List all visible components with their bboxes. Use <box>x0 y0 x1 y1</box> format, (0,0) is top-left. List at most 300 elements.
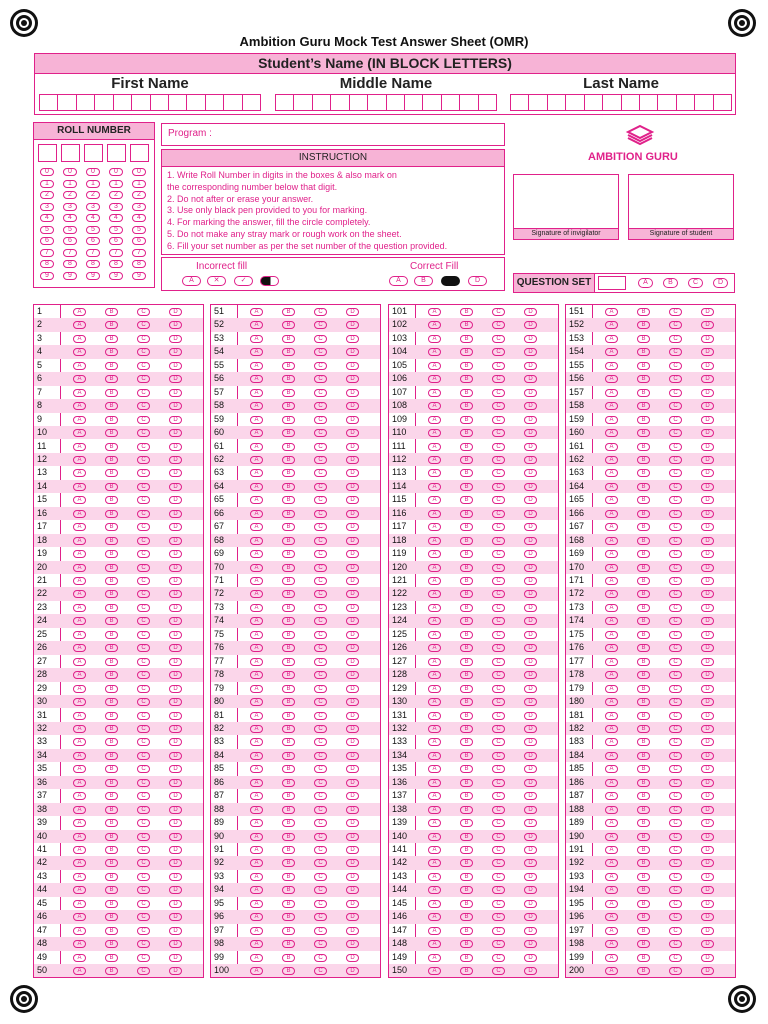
answer-bubble[interactable]: C <box>669 644 682 652</box>
answer-bubble[interactable]: A <box>250 927 263 935</box>
roll-digit-bubble[interactable]: 3 <box>63 203 77 211</box>
answer-bubble[interactable]: A <box>250 752 263 760</box>
answer-bubble[interactable]: A <box>250 443 263 451</box>
answer-bubble[interactable]: C <box>669 335 682 343</box>
answer-bubble[interactable]: A <box>605 779 618 787</box>
answer-bubble[interactable]: A <box>73 604 86 612</box>
answer-bubble[interactable]: D <box>169 940 182 948</box>
answer-bubble[interactable]: B <box>637 308 650 316</box>
answer-bubble[interactable]: A <box>250 483 263 491</box>
answer-bubble[interactable]: C <box>492 375 505 383</box>
answer-bubble[interactable]: A <box>428 954 441 962</box>
answer-bubble[interactable]: B <box>282 631 295 639</box>
answer-bubble[interactable]: B <box>282 927 295 935</box>
answer-bubble[interactable]: A <box>605 886 618 894</box>
answer-bubble[interactable]: D <box>169 859 182 867</box>
answer-bubble[interactable]: B <box>282 779 295 787</box>
answer-bubble[interactable]: A <box>73 523 86 531</box>
answer-bubble[interactable]: B <box>105 833 118 841</box>
answer-bubble[interactable]: A <box>73 819 86 827</box>
answer-bubble[interactable]: D <box>524 846 537 854</box>
answer-bubble[interactable]: A <box>428 537 441 545</box>
answer-bubble[interactable]: C <box>137 604 150 612</box>
answer-bubble[interactable]: B <box>460 604 473 612</box>
answer-bubble[interactable]: C <box>137 913 150 921</box>
answer-bubble[interactable]: B <box>460 779 473 787</box>
answer-bubble[interactable]: A <box>250 590 263 598</box>
answer-bubble[interactable]: B <box>282 873 295 881</box>
answer-bubble[interactable]: C <box>314 806 327 814</box>
answer-bubble[interactable]: D <box>346 429 359 437</box>
answer-bubble[interactable]: A <box>605 510 618 518</box>
answer-bubble[interactable]: A <box>250 846 263 854</box>
answer-bubble[interactable]: A <box>73 765 86 773</box>
answer-bubble[interactable]: C <box>492 806 505 814</box>
answer-bubble[interactable]: D <box>701 348 714 356</box>
roll-digit-bubble[interactable]: 8 <box>132 260 146 268</box>
answer-bubble[interactable]: D <box>524 617 537 625</box>
answer-bubble[interactable]: C <box>137 416 150 424</box>
answer-bubble[interactable]: D <box>701 389 714 397</box>
answer-bubble[interactable]: D <box>701 456 714 464</box>
answer-bubble[interactable]: C <box>669 765 682 773</box>
answer-bubble[interactable]: D <box>169 510 182 518</box>
roll-digit-bubble[interactable]: 6 <box>40 237 54 245</box>
answer-bubble[interactable]: D <box>169 335 182 343</box>
answer-bubble[interactable]: A <box>250 806 263 814</box>
answer-bubble[interactable]: A <box>73 779 86 787</box>
answer-bubble[interactable]: D <box>346 725 359 733</box>
answer-bubble[interactable]: A <box>605 496 618 504</box>
answer-bubble[interactable]: B <box>460 496 473 504</box>
letter-cell[interactable] <box>585 95 603 110</box>
answer-bubble[interactable]: A <box>73 806 86 814</box>
answer-bubble[interactable]: B <box>637 886 650 894</box>
answer-bubble[interactable]: B <box>637 954 650 962</box>
roll-digit-bubble[interactable]: 7 <box>132 249 146 257</box>
answer-bubble[interactable]: D <box>169 967 182 975</box>
answer-bubble[interactable]: B <box>105 806 118 814</box>
letter-cell[interactable] <box>313 95 331 110</box>
answer-bubble[interactable]: A <box>250 510 263 518</box>
answer-bubble[interactable]: D <box>346 564 359 572</box>
answer-bubble[interactable]: C <box>314 846 327 854</box>
answer-bubble[interactable]: B <box>460 631 473 639</box>
answer-bubble[interactable]: B <box>637 698 650 706</box>
answer-bubble[interactable]: A <box>428 685 441 693</box>
answer-bubble[interactable]: C <box>314 469 327 477</box>
roll-digit-bubble[interactable]: 4 <box>109 214 123 222</box>
answer-bubble[interactable]: B <box>637 348 650 356</box>
answer-bubble[interactable]: A <box>605 644 618 652</box>
roll-digit-bubble[interactable]: 6 <box>132 237 146 245</box>
answer-bubble[interactable]: D <box>524 698 537 706</box>
answer-bubble[interactable]: A <box>428 927 441 935</box>
answer-bubble[interactable]: A <box>605 483 618 491</box>
answer-bubble[interactable]: C <box>314 685 327 693</box>
answer-bubble[interactable]: B <box>460 577 473 585</box>
answer-bubble[interactable]: C <box>669 564 682 572</box>
answer-bubble[interactable]: D <box>701 402 714 410</box>
answer-bubble[interactable]: D <box>701 375 714 383</box>
answer-bubble[interactable]: C <box>314 577 327 585</box>
answer-bubble[interactable]: C <box>669 738 682 746</box>
answer-bubble[interactable]: D <box>169 644 182 652</box>
answer-bubble[interactable]: D <box>169 617 182 625</box>
answer-bubble[interactable]: A <box>605 321 618 329</box>
answer-bubble[interactable]: D <box>346 819 359 827</box>
answer-bubble[interactable]: D <box>524 590 537 598</box>
answer-bubble[interactable]: D <box>346 550 359 558</box>
answer-bubble[interactable]: D <box>701 738 714 746</box>
answer-bubble[interactable]: B <box>637 658 650 666</box>
answer-bubble[interactable]: B <box>460 819 473 827</box>
roll-digit-bubble[interactable]: 8 <box>40 260 54 268</box>
answer-bubble[interactable]: C <box>669 537 682 545</box>
answer-bubble[interactable]: A <box>73 564 86 572</box>
answer-bubble[interactable]: D <box>169 954 182 962</box>
answer-bubble[interactable]: A <box>605 967 618 975</box>
answer-bubble[interactable]: A <box>605 833 618 841</box>
answer-bubble[interactable]: A <box>428 496 441 504</box>
answer-bubble[interactable]: A <box>73 752 86 760</box>
answer-bubble[interactable]: D <box>346 900 359 908</box>
answer-bubble[interactable]: C <box>314 510 327 518</box>
answer-bubble[interactable]: B <box>105 537 118 545</box>
answer-bubble[interactable]: A <box>250 833 263 841</box>
answer-bubble[interactable]: A <box>605 617 618 625</box>
answer-bubble[interactable]: A <box>250 416 263 424</box>
answer-bubble[interactable]: C <box>492 792 505 800</box>
answer-bubble[interactable]: D <box>346 698 359 706</box>
answer-bubble[interactable]: C <box>492 846 505 854</box>
answer-bubble[interactable]: B <box>460 335 473 343</box>
answer-bubble[interactable]: B <box>637 456 650 464</box>
answer-bubble[interactable]: C <box>314 725 327 733</box>
answer-bubble[interactable]: C <box>669 806 682 814</box>
answer-bubble[interactable]: D <box>346 483 359 491</box>
answer-bubble[interactable]: A <box>605 940 618 948</box>
answer-bubble[interactable]: D <box>701 321 714 329</box>
answer-bubble[interactable]: D <box>169 308 182 316</box>
answer-bubble[interactable]: D <box>701 765 714 773</box>
answer-bubble[interactable]: C <box>137 443 150 451</box>
answer-bubble[interactable]: C <box>137 967 150 975</box>
answer-bubble[interactable]: B <box>460 416 473 424</box>
answer-bubble[interactable]: C <box>492 644 505 652</box>
roll-digit-entry[interactable] <box>107 144 126 162</box>
letter-cell[interactable] <box>368 95 386 110</box>
answer-bubble[interactable]: B <box>460 913 473 921</box>
answer-bubble[interactable]: A <box>250 940 263 948</box>
answer-bubble[interactable]: B <box>637 738 650 746</box>
answer-bubble[interactable]: A <box>428 604 441 612</box>
answer-bubble[interactable]: A <box>428 846 441 854</box>
answer-bubble[interactable]: A <box>605 859 618 867</box>
answer-bubble[interactable]: C <box>137 779 150 787</box>
answer-bubble[interactable]: A <box>250 685 263 693</box>
answer-bubble[interactable]: C <box>492 819 505 827</box>
answer-bubble[interactable]: B <box>282 537 295 545</box>
answer-bubble[interactable]: A <box>73 469 86 477</box>
answer-bubble[interactable]: B <box>282 308 295 316</box>
answer-bubble[interactable]: C <box>137 846 150 854</box>
answer-bubble[interactable]: A <box>250 348 263 356</box>
answer-bubble[interactable]: B <box>460 321 473 329</box>
answer-bubble[interactable]: D <box>524 859 537 867</box>
answer-bubble[interactable]: C <box>314 321 327 329</box>
answer-bubble[interactable]: B <box>105 698 118 706</box>
answer-bubble[interactable]: C <box>492 631 505 639</box>
answer-bubble[interactable]: D <box>701 564 714 572</box>
answer-bubble[interactable]: C <box>137 375 150 383</box>
answer-bubble[interactable]: A <box>73 900 86 908</box>
answer-bubble[interactable]: C <box>669 954 682 962</box>
answer-bubble[interactable]: B <box>460 456 473 464</box>
answer-bubble[interactable]: B <box>282 577 295 585</box>
answer-bubble[interactable]: A <box>605 348 618 356</box>
roll-digit-bubble[interactable]: 2 <box>63 191 77 199</box>
answer-bubble[interactable]: D <box>701 510 714 518</box>
answer-bubble[interactable]: D <box>346 712 359 720</box>
answer-bubble[interactable]: A <box>250 429 263 437</box>
answer-bubble[interactable]: B <box>460 712 473 720</box>
answer-bubble[interactable]: B <box>637 900 650 908</box>
answer-bubble[interactable]: A <box>428 900 441 908</box>
answer-bubble[interactable]: A <box>428 725 441 733</box>
answer-bubble[interactable]: D <box>169 321 182 329</box>
answer-bubble[interactable]: A <box>73 671 86 679</box>
roll-digit-bubble[interactable]: 6 <box>63 237 77 245</box>
answer-bubble[interactable]: B <box>282 940 295 948</box>
answer-bubble[interactable]: D <box>169 537 182 545</box>
answer-bubble[interactable]: A <box>250 456 263 464</box>
answer-bubble[interactable]: B <box>460 806 473 814</box>
roll-digit-bubble[interactable]: 5 <box>86 226 100 234</box>
answer-bubble[interactable]: D <box>524 658 537 666</box>
answer-bubble[interactable]: A <box>250 671 263 679</box>
answer-bubble[interactable]: A <box>605 590 618 598</box>
answer-bubble[interactable]: A <box>250 362 263 370</box>
answer-bubble[interactable]: D <box>701 496 714 504</box>
answer-bubble[interactable]: C <box>137 658 150 666</box>
letter-cell[interactable] <box>40 95 58 110</box>
question-set-bubble[interactable]: D <box>713 278 728 288</box>
answer-bubble[interactable]: A <box>73 698 86 706</box>
answer-bubble[interactable]: C <box>669 510 682 518</box>
roll-digit-bubble[interactable]: 6 <box>86 237 100 245</box>
answer-bubble[interactable]: D <box>169 779 182 787</box>
answer-bubble[interactable]: B <box>282 402 295 410</box>
answer-bubble[interactable]: A <box>605 873 618 881</box>
answer-bubble[interactable]: C <box>669 308 682 316</box>
answer-bubble[interactable]: A <box>428 308 441 316</box>
answer-bubble[interactable]: D <box>346 617 359 625</box>
answer-bubble[interactable]: A <box>73 389 86 397</box>
answer-bubble[interactable]: D <box>524 537 537 545</box>
answer-bubble[interactable]: D <box>701 429 714 437</box>
answer-bubble[interactable]: C <box>314 859 327 867</box>
answer-bubble[interactable]: C <box>492 469 505 477</box>
answer-bubble[interactable]: C <box>492 496 505 504</box>
answer-bubble[interactable]: B <box>460 389 473 397</box>
answer-bubble[interactable]: C <box>137 792 150 800</box>
answer-bubble[interactable]: C <box>669 967 682 975</box>
answer-bubble[interactable]: B <box>282 416 295 424</box>
answer-bubble[interactable]: A <box>250 308 263 316</box>
answer-bubble[interactable]: C <box>492 550 505 558</box>
answer-bubble[interactable]: B <box>105 308 118 316</box>
roll-digit-bubble[interactable]: 4 <box>132 214 146 222</box>
answer-bubble[interactable]: B <box>637 402 650 410</box>
answer-bubble[interactable]: D <box>701 644 714 652</box>
answer-bubble[interactable]: B <box>105 779 118 787</box>
roll-digit-bubble[interactable]: 2 <box>132 191 146 199</box>
answer-bubble[interactable]: C <box>492 725 505 733</box>
answer-bubble[interactable]: D <box>524 375 537 383</box>
roll-digit-bubble[interactable]: 8 <box>63 260 77 268</box>
answer-bubble[interactable]: B <box>282 752 295 760</box>
answer-bubble[interactable]: A <box>73 859 86 867</box>
answer-bubble[interactable]: D <box>524 348 537 356</box>
answer-bubble[interactable]: D <box>169 362 182 370</box>
answer-bubble[interactable]: A <box>250 537 263 545</box>
roll-digit-bubble[interactable]: 8 <box>86 260 100 268</box>
answer-bubble[interactable]: C <box>137 873 150 881</box>
answer-bubble[interactable]: A <box>605 308 618 316</box>
answer-bubble[interactable]: C <box>669 900 682 908</box>
answer-bubble[interactable]: B <box>105 712 118 720</box>
answer-bubble[interactable]: A <box>428 375 441 383</box>
answer-bubble[interactable]: C <box>492 577 505 585</box>
roll-digit-bubble[interactable]: 3 <box>132 203 146 211</box>
answer-bubble[interactable]: D <box>701 859 714 867</box>
answer-bubble[interactable]: C <box>492 886 505 894</box>
answer-bubble[interactable]: D <box>346 658 359 666</box>
answer-bubble[interactable]: C <box>314 644 327 652</box>
answer-bubble[interactable]: A <box>73 927 86 935</box>
answer-bubble[interactable]: A <box>73 577 86 585</box>
answer-bubble[interactable]: D <box>169 402 182 410</box>
answer-bubble[interactable]: A <box>605 765 618 773</box>
answer-bubble[interactable]: C <box>314 496 327 504</box>
answer-bubble[interactable]: A <box>428 819 441 827</box>
answer-bubble[interactable]: C <box>314 967 327 975</box>
answer-bubble[interactable]: A <box>73 913 86 921</box>
answer-bubble[interactable]: C <box>314 658 327 666</box>
answer-bubble[interactable]: D <box>524 913 537 921</box>
answer-bubble[interactable]: B <box>105 644 118 652</box>
answer-bubble[interactable]: D <box>346 765 359 773</box>
answer-bubble[interactable]: C <box>669 792 682 800</box>
answer-bubble[interactable]: B <box>637 443 650 451</box>
answer-bubble[interactable]: A <box>250 913 263 921</box>
answer-bubble[interactable]: A <box>605 819 618 827</box>
answer-bubble[interactable]: C <box>669 402 682 410</box>
answer-bubble[interactable]: D <box>346 913 359 921</box>
answer-bubble[interactable]: B <box>282 523 295 531</box>
answer-bubble[interactable]: A <box>428 738 441 746</box>
answer-bubble[interactable]: A <box>428 940 441 948</box>
answer-bubble[interactable]: D <box>169 631 182 639</box>
answer-bubble[interactable]: A <box>73 873 86 881</box>
answer-bubble[interactable]: A <box>73 886 86 894</box>
answer-bubble[interactable]: A <box>605 685 618 693</box>
answer-bubble[interactable]: C <box>137 496 150 504</box>
answer-bubble[interactable]: D <box>169 873 182 881</box>
answer-bubble[interactable]: D <box>524 308 537 316</box>
answer-bubble[interactable]: C <box>137 886 150 894</box>
answer-bubble[interactable]: D <box>701 846 714 854</box>
answer-bubble[interactable]: B <box>282 496 295 504</box>
answer-bubble[interactable]: B <box>282 456 295 464</box>
answer-bubble[interactable]: C <box>314 348 327 356</box>
roll-digit-bubble[interactable]: 2 <box>86 191 100 199</box>
answer-bubble[interactable]: C <box>492 712 505 720</box>
letter-cell[interactable] <box>331 95 349 110</box>
answer-bubble[interactable]: B <box>637 725 650 733</box>
answer-bubble[interactable]: C <box>669 321 682 329</box>
answer-bubble[interactable]: C <box>492 927 505 935</box>
answer-bubble[interactable]: B <box>282 846 295 854</box>
answer-bubble[interactable]: B <box>460 886 473 894</box>
answer-bubble[interactable]: B <box>460 308 473 316</box>
answer-bubble[interactable]: A <box>428 671 441 679</box>
answer-bubble[interactable]: C <box>137 335 150 343</box>
answer-bubble[interactable]: D <box>701 308 714 316</box>
answer-bubble[interactable]: A <box>428 806 441 814</box>
letter-cell[interactable] <box>423 95 441 110</box>
answer-bubble[interactable]: A <box>250 738 263 746</box>
answer-bubble[interactable]: A <box>605 389 618 397</box>
answer-bubble[interactable]: C <box>137 617 150 625</box>
answer-bubble[interactable]: A <box>250 954 263 962</box>
answer-bubble[interactable]: C <box>492 402 505 410</box>
answer-bubble[interactable]: B <box>460 658 473 666</box>
answer-bubble[interactable]: B <box>105 617 118 625</box>
answer-bubble[interactable]: A <box>605 523 618 531</box>
answer-bubble[interactable]: C <box>669 752 682 760</box>
answer-bubble[interactable]: B <box>105 859 118 867</box>
answer-bubble[interactable]: B <box>105 765 118 773</box>
answer-bubble[interactable]: C <box>669 846 682 854</box>
answer-bubble[interactable]: D <box>169 456 182 464</box>
answer-bubble[interactable]: C <box>137 859 150 867</box>
answer-bubble[interactable]: A <box>428 335 441 343</box>
answer-bubble[interactable]: D <box>701 940 714 948</box>
answer-bubble[interactable]: D <box>524 402 537 410</box>
letter-cell[interactable] <box>658 95 676 110</box>
answer-bubble[interactable]: D <box>346 456 359 464</box>
roll-digit-bubble[interactable]: 3 <box>40 203 54 211</box>
answer-bubble[interactable]: C <box>492 416 505 424</box>
answer-bubble[interactable]: C <box>314 792 327 800</box>
letter-cell[interactable] <box>460 95 478 110</box>
answer-bubble[interactable]: D <box>346 644 359 652</box>
answer-bubble[interactable]: C <box>314 617 327 625</box>
answer-bubble[interactable]: C <box>314 819 327 827</box>
answer-bubble[interactable]: C <box>492 321 505 329</box>
answer-bubble[interactable]: C <box>669 590 682 598</box>
answer-bubble[interactable]: C <box>314 456 327 464</box>
answer-bubble[interactable]: D <box>346 846 359 854</box>
answer-bubble[interactable]: A <box>250 564 263 572</box>
answer-bubble[interactable]: D <box>169 375 182 383</box>
letter-cell[interactable] <box>169 95 187 110</box>
answer-bubble[interactable]: D <box>524 389 537 397</box>
answer-bubble[interactable]: C <box>492 335 505 343</box>
answer-bubble[interactable]: C <box>137 752 150 760</box>
